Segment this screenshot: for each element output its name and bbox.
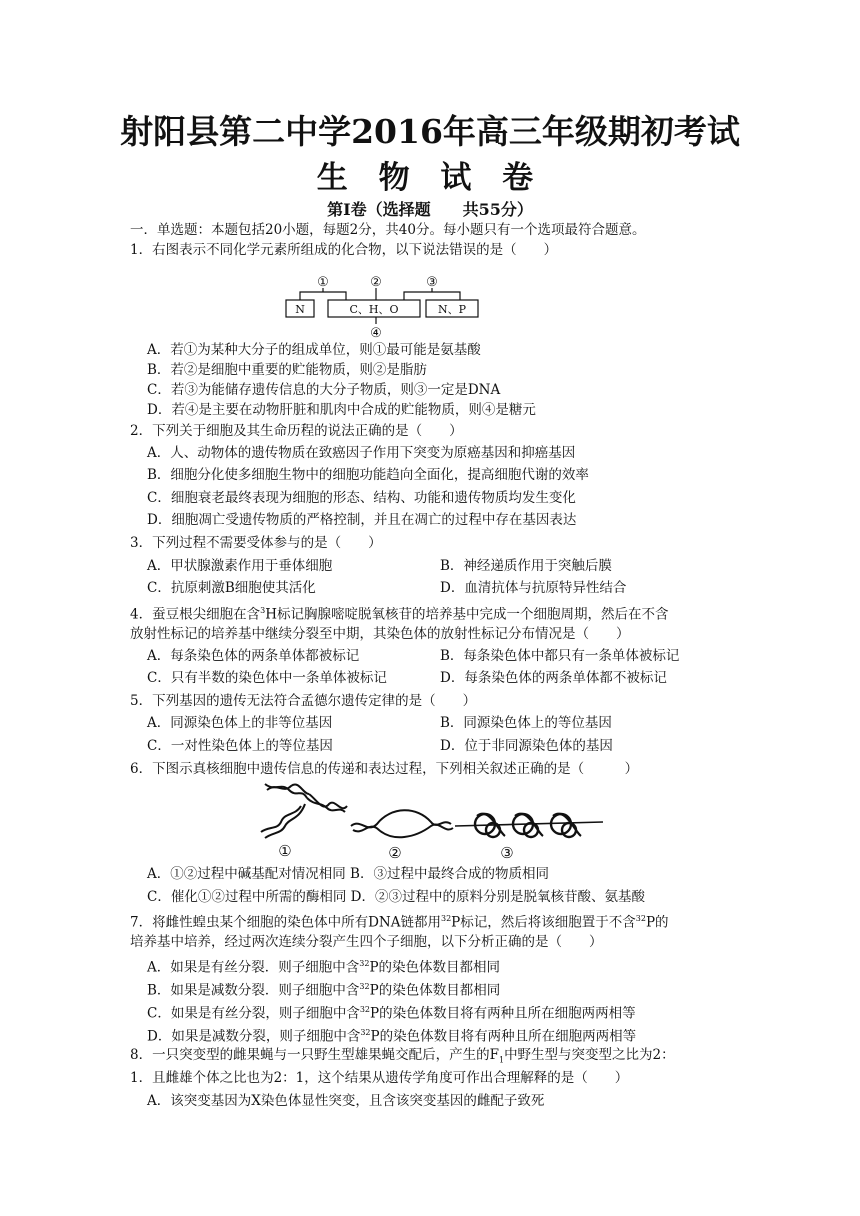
- q3-option-b: B．神经递质作用于突触后膜: [440, 558, 612, 574]
- q4-option-d: D．每条染色体的两条单体都不被标记: [440, 670, 667, 686]
- figure1-element-diagram: [280, 272, 490, 340]
- q7-isotope-sup-1: 32: [440, 914, 452, 923]
- q7-option-b: [147, 977, 500, 1001]
- q7-option-d-pre: D．如果是减数分裂，则子细胞中含: [147, 1028, 361, 1045]
- q8-f1-sub: 1: [498, 1055, 505, 1065]
- section-title: 第Ⅰ卷（选择题 共55分）: [327, 200, 533, 219]
- q7-option-a-pre: A．如果是有丝分裂．则子细胞中含: [147, 959, 360, 976]
- school-title: 射阳县第二中学2016年高三年级期初考试: [120, 112, 740, 151]
- q8-option-a: A．该突变基因为X染色体显性突变，且含该突变基因的雌配子致死: [147, 1093, 545, 1109]
- q1-stem: 1．右图表示不同化学元素所组成的化合物，以下说法错误的是（ ）: [130, 242, 558, 258]
- q1-option-c: C．若③为能储存遗传信息的大分子物质，则③一定是DNA: [147, 382, 501, 398]
- q7-option-b-pre: B．如果是减数分裂．则子细胞中含: [147, 982, 360, 999]
- q4-stem-line1: [130, 601, 668, 625]
- q2-option-b: B．细胞分化使多细胞生物中的细胞功能趋向全面化，提高细胞代谢的效率: [147, 467, 589, 483]
- q7-option-c-sup: 32: [359, 1005, 371, 1014]
- q6-option-cd: C．催化①②过程中所需的酶相同 D．②③过程中的原料分别是脱氧核苷酸、氨基酸: [147, 889, 645, 905]
- marker-2: ②: [370, 275, 382, 290]
- q4-stem-pre: 4．蚕豆根尖细胞在含: [130, 606, 261, 623]
- q1-option-d: D．若④是主要在动物肝脏和肌肉中合成的贮能物质，则④是糖元: [147, 402, 536, 418]
- q7-option-a-sup: 32: [359, 959, 370, 968]
- q7-stem-line1: [130, 909, 669, 933]
- part1-heading: 一．单选题：本题包括20小题，每题2分，共40分。每小题只有一个选项最符合题意。: [130, 222, 646, 238]
- q8-stem-line1: [130, 1045, 675, 1071]
- q7-option-b-sup: 32: [359, 982, 370, 991]
- q6-option-ab: A．①②过程中碱基配对情况相同 B．③过程中最终合成的物质相同: [147, 866, 549, 882]
- q1-option-a: A．若①为某种大分子的组成单位，则①最可能是氨基酸: [147, 342, 481, 358]
- q7-option-a: [147, 954, 500, 978]
- q4-stem-post: H标记胸腺嘧啶脱氧核苷的培养基中完成一个细胞周期，然后在不含: [265, 606, 669, 623]
- q4-option-a: A．每条染色体的两条单体都被标记: [147, 648, 360, 664]
- q3-option-c: C．抗原刺激B细胞使其活化: [147, 580, 316, 596]
- box-n-label: N: [295, 303, 305, 316]
- q5-option-c: C．一对性染色体上的等位基因: [147, 738, 333, 754]
- box-cho-label: C、H、O: [349, 303, 399, 316]
- q1-option-b: B．若②是细胞中重要的贮能物质，则②是脂肪: [147, 362, 427, 378]
- q7-isotope-sup-2: 32: [635, 914, 646, 923]
- q7-option-d-sup: 32: [360, 1028, 371, 1037]
- q5-stem: 5．下列基因的遗传无法符合孟德尔遗传定律的是（ ）: [130, 693, 477, 709]
- q3-option-a: A．甲状腺激素作用于垂体细胞: [147, 558, 333, 574]
- q7-stem-a: 7．将雌性蝗虫某个细胞的染色体中所有DNA链都用: [130, 914, 441, 931]
- q7-option-b-post: P的染色体数目都相同: [369, 982, 501, 999]
- q7-option-a-post: P的染色体数目都相同: [369, 959, 501, 976]
- process-label-2: ②: [388, 844, 402, 862]
- q8-stem-a: 8．一只突变型的雌果蝇与一只野生型雄果蝇交配后，产生的F: [130, 1047, 499, 1063]
- figure2-gene-expression-diagram: [255, 776, 605, 862]
- q3-stem: 3．下列过程不需要受体参与的是（ ）: [130, 535, 382, 551]
- q4-option-c: C．只有半数的染色体中一条单体被标记: [147, 670, 387, 686]
- q7-option-c: [147, 1000, 636, 1024]
- q7-option-d-post: P的染色体数目将有两种且所在细胞两两相等: [370, 1028, 637, 1045]
- q7-option-c-post: P的染色体数目将有两种且所在细胞两两相等: [370, 1005, 636, 1022]
- q2-stem: 2．下列关于细胞及其生命历程的说法正确的是（ ）: [130, 423, 463, 439]
- q6-stem: 6．下图示真核细胞中遗传信息的传递和表达过程，下列相关叙述正确的是（ ）: [130, 761, 639, 777]
- box-np-label: N、P: [437, 303, 467, 316]
- q7-option-c-pre: C．如果是有丝分裂，则子细胞中含: [147, 1005, 360, 1022]
- q2-option-c: C．细胞衰老最终表现为细胞的形态、结构、功能和遗传物质均发生变化: [147, 490, 576, 506]
- subject-title: 生 物 试 卷: [316, 160, 544, 196]
- q5-option-d: D．位于非同源染色体的基因: [440, 738, 613, 754]
- process-label-3: ③: [500, 844, 514, 862]
- marker-3: ③: [426, 275, 438, 290]
- q2-option-d: D．细胞凋亡受遗传物质的严格控制，并且在凋亡的过程中存在基因表达: [147, 512, 577, 528]
- q2-option-a: A．人、动物体的遗传物质在致癌因子作用下突变为原癌基因和抑癌基因: [147, 445, 576, 461]
- q8-stem-line2: 1．且雌雄个体之比也为2：1，这个结果从遗传学角度可作出合理解释的是（ ）: [130, 1070, 629, 1086]
- q7-stem-b: P标记，然后将该细胞置于不含: [451, 914, 636, 931]
- q5-option-b: B．同源染色体上的等位基因: [440, 715, 612, 731]
- q7-stem-line2: 培养基中培养，经过两次连续分裂产生四个子细胞，以下分析正确的是（ ）: [130, 934, 603, 950]
- q4-option-b: B．每条染色体中都只有一条单体被标记: [440, 648, 680, 664]
- q3-option-d: D．血清抗体与抗原特异性结合: [440, 580, 627, 596]
- marker-1: ①: [317, 275, 329, 290]
- q4-isotope-sup: 3: [260, 606, 266, 615]
- q8-stem-b: 中野生型与突变型之比为2：: [504, 1047, 675, 1063]
- process-label-1: ①: [278, 842, 292, 860]
- q7-stem-c: P的: [645, 914, 669, 931]
- q5-option-a: A．同源染色体上的非等位基因: [147, 715, 333, 731]
- marker-4: ④: [370, 326, 382, 340]
- q4-stem-line2: 放射性标记的培养基中继续分裂至中期，其染色体的放射性标记分布情况是（ ）: [130, 626, 630, 642]
- q7-option-d: [147, 1023, 636, 1047]
